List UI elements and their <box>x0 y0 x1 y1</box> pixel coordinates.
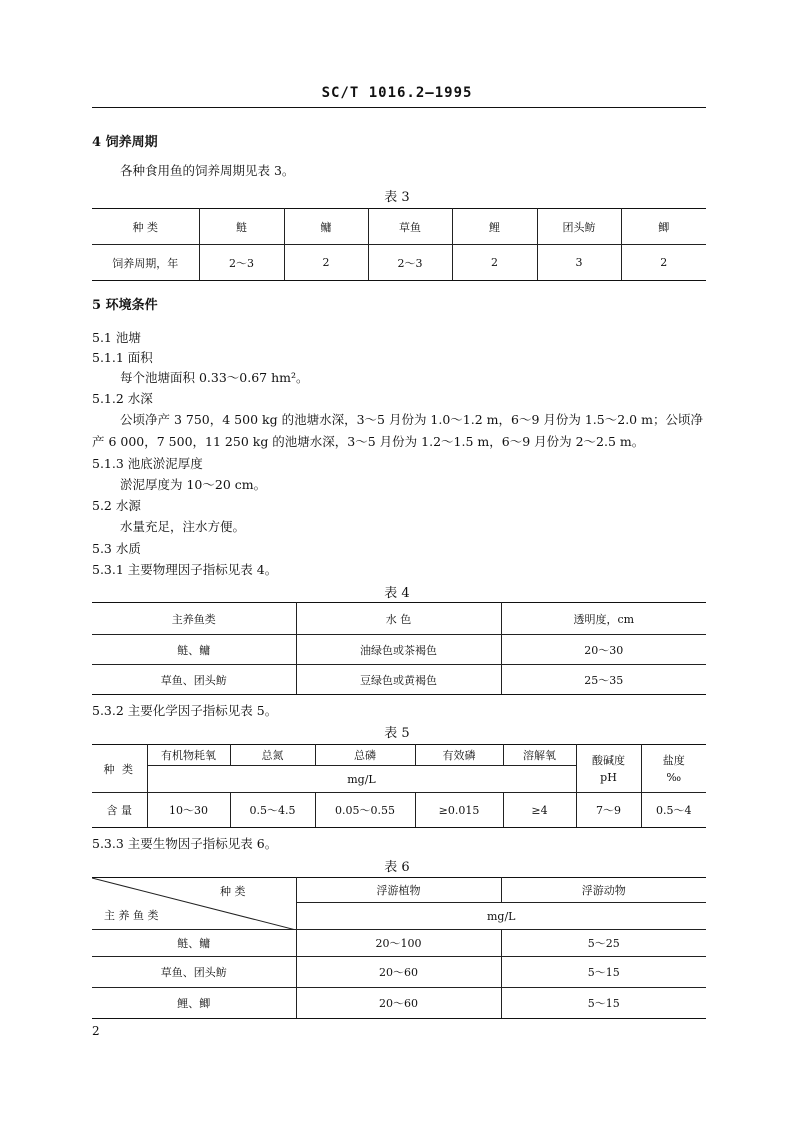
section-5-2-heading: 5.2 水源 <box>92 498 141 513</box>
table-6-cell: 5～25 <box>501 930 706 957</box>
section-5-1-heading: 5.1 池塘 <box>92 330 141 345</box>
table-3-cell: 2 <box>621 245 706 281</box>
table-row <box>92 930 706 957</box>
table-6-cell: 20～60 <box>296 988 501 1019</box>
table-4-cell: 油绿色或茶褐色 <box>296 635 501 665</box>
table-5-cell: 7～9 <box>576 793 641 828</box>
page-number: 2 <box>92 1024 100 1038</box>
section-5-1-1-heading: 5.1.1 面积 <box>92 350 153 365</box>
table-3-cell: 2 <box>284 245 368 281</box>
table-4-header-cell: 主养鱼类 <box>92 603 296 635</box>
table-5-header-cell: 溶解氧 <box>503 745 576 766</box>
table-6-caption: 表 6 <box>384 860 410 875</box>
table-5-salinity-cell <box>641 745 706 793</box>
header-rule <box>92 107 706 108</box>
table-4-header-cell: 水 色 <box>296 603 501 635</box>
table-3-header-cell: 鲢 <box>199 209 284 245</box>
section-5-1-2-text-line2: 产 6 000，7 500，11 250 kg 的池塘水深，3～5 月份为 1.2～1.5 m，6～9 月份为 2～2.5 m。 <box>92 434 645 449</box>
table-3-header-cell: 鳙 <box>284 209 368 245</box>
table-3-cell: 2～3 <box>368 245 452 281</box>
table-3-cell: 2～3 <box>199 245 284 281</box>
table-4-cell: 20～30 <box>501 635 706 665</box>
table-5-cell: 10～30 <box>147 793 230 828</box>
table-3-header-row <box>92 209 706 245</box>
table-5-salinity-unit: ‰ <box>666 770 682 784</box>
table-4-cell: 豆绿色或黄褐色 <box>296 665 501 695</box>
table-5-header-cell: 总磷 <box>315 745 415 766</box>
section-5-heading: 5 环境条件 <box>92 298 158 313</box>
table-3-caption: 表 3 <box>384 190 410 205</box>
table-5-cell: ≥0.015 <box>415 793 503 828</box>
table-4-cell: 鲢、鳙 <box>92 635 296 665</box>
section-5-1-2-heading: 5.1.2 水深 <box>92 391 153 406</box>
table-5-caption: 表 5 <box>384 726 410 741</box>
section-5-3-heading: 5.3 水质 <box>92 541 141 556</box>
table-5-header-row <box>92 745 706 766</box>
table-5-kind-cell: 种 类 <box>92 745 147 793</box>
table-row <box>92 665 706 695</box>
table-3-header-cell: 鲫 <box>621 209 706 245</box>
table-6 <box>92 877 706 1019</box>
table-4-caption: 表 4 <box>384 586 410 601</box>
standard-number: SC/T 1016.2—1995 <box>321 85 473 101</box>
table-row <box>92 245 706 281</box>
table-6-cell: 鲤、鲫 <box>92 988 296 1019</box>
section-5-1-1-text: 每个池塘面积 0.33～0.67 hm²。 <box>120 370 309 385</box>
section-5-1-3-heading: 5.1.3 池底淤泥厚度 <box>92 456 203 471</box>
table-5-cell: 0.5～4 <box>641 793 706 828</box>
section-5-3-2-text: 5.3.2 主要化学因子指标见表 5。 <box>92 703 278 718</box>
table-6-cell: 20～60 <box>296 957 501 988</box>
table-row <box>92 635 706 665</box>
table-6-header-row <box>92 878 706 903</box>
section-4-heading: 4 饲养周期 <box>92 135 158 150</box>
table-3-header-cell: 种 类 <box>92 209 199 245</box>
table-row <box>92 988 706 1019</box>
table-row <box>92 793 706 828</box>
table-5-cell: 0.5～4.5 <box>230 793 315 828</box>
table-5-ph-label: 酸碱度 <box>592 753 625 767</box>
table-5-salinity-label: 盐度 <box>662 753 685 767</box>
table-6-cell: 鲢、鳙 <box>92 930 296 957</box>
table-3-header-cell: 草鱼 <box>368 209 452 245</box>
table-6-cell: 20～100 <box>296 930 501 957</box>
table-4-header-cell: 透明度，cm <box>501 603 706 635</box>
table-4-header-row <box>92 603 706 635</box>
table-3-cell: 3 <box>537 245 621 281</box>
table-6-cell: 草鱼、团头鲂 <box>92 957 296 988</box>
table-6-diagonal-cell <box>92 878 296 930</box>
table-3-header-cell: 鲤 <box>452 209 537 245</box>
table-5-cell: 0.05～0.55 <box>315 793 415 828</box>
table-5-content-label: 含 量 <box>92 793 147 828</box>
section-5-3-3-text: 5.3.3 主要生物因子指标见表 6。 <box>92 836 278 851</box>
section-5-2-text: 水量充足，注水方便。 <box>120 519 246 534</box>
table-6-header-cell: 浮游植物 <box>296 878 501 903</box>
table-3-cell: 饲养周期，年 <box>92 245 199 281</box>
table-3 <box>92 208 706 281</box>
section-5-1-3-text: 淤泥厚度为 10～20 cm。 <box>120 477 267 492</box>
table-3-header-cell: 团头鲂 <box>537 209 621 245</box>
table-5-header-cell: 有效磷 <box>415 745 503 766</box>
table-5-unit-cell: mg/L <box>147 766 576 793</box>
table-5-ph-unit: pH <box>600 770 617 784</box>
table-6-unit-cell: mg/L <box>296 903 706 930</box>
section-5-3-1-text: 5.3.1 主要物理因子指标见表 4。 <box>92 562 278 577</box>
table-3-cell: 2 <box>452 245 537 281</box>
table-5-header-cell: 总氮 <box>230 745 315 766</box>
table-5 <box>92 744 706 828</box>
table-6-diagonal-bottom-label: 主 养 鱼 类 <box>104 909 159 922</box>
table-6-header-cell: 浮游动物 <box>501 878 706 903</box>
table-5-header-cell: 有机物耗氧 <box>147 745 230 766</box>
table-5-cell: ≥4 <box>503 793 576 828</box>
section-5-1-2-text-line1: 公顷净产 3 750，4 500 kg 的池塘水深，3～5 月份为 1.0～1.2 m，6～9 月份为 1.5～2.0 m；公顷净 <box>120 412 703 427</box>
table-6-diagonal-top-label: 种 类 <box>220 885 246 898</box>
table-4-cell: 25～35 <box>501 665 706 695</box>
table-4-cell: 草鱼、团头鲂 <box>92 665 296 695</box>
table-row <box>92 957 706 988</box>
table-4 <box>92 602 706 695</box>
table-5-ph-cell <box>576 745 641 793</box>
table-6-cell: 5～15 <box>501 957 706 988</box>
table-6-cell: 5～15 <box>501 988 706 1019</box>
section-4-text: 各种食用鱼的饲养周期见表 3。 <box>120 163 295 178</box>
